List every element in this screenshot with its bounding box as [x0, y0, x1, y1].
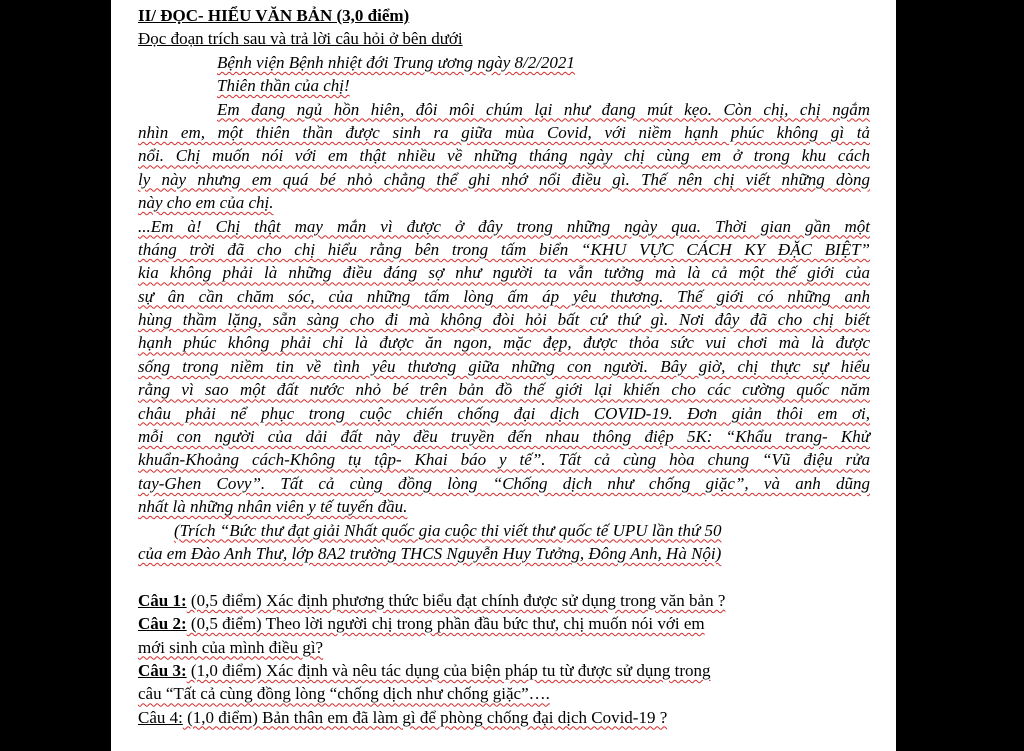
passage-line: ly này nhưng em quá bé nhỏ chẳng thể ghi nhớ nổi điều gì. Thế nên chị viết những dòng [138, 169, 870, 189]
citation-line: (Trích “Bức thư đạt giải Nhất quốc gia cuộc thi viết thư quốc tế UPU lần thứ 50 [174, 520, 722, 540]
passage-line: tay-Ghen Covy”. Tất cả cùng đồng lòng “Chống dịch như chống giặc”, và anh dũng [138, 473, 870, 493]
passage-line: tháng trời đã cho chị hiểu rằng bên trong tấm biển “KHU VỰC CÁCH KY ĐẶC BIỆT” [138, 239, 870, 259]
question-2-text: (0,5 điểm) Theo lời người chị trong phần đầu bức thư, chị muốn nói với em [186, 614, 705, 634]
question-3 [138, 659, 870, 682]
document-page [111, 0, 896, 751]
passage-line: nổi. Chị muốn nói với em thật nhiều về những tháng ngày chị cùng em ở trong khu cách [138, 146, 870, 166]
passage-line: sống trong niềm tin về tình yêu thương giữa những con người. Bây giờ, chị thực sự hiểu [138, 356, 870, 376]
passage-line: nhìn em, một thiên thần được sinh ra giữa mùa Covid, với niềm hạnh phúc không gì tả [138, 122, 870, 142]
passage-line: mỗi con người của dải đất này đều truyền đến nhau thông điệp 5K: “Khẩu trang- Khử [138, 427, 870, 447]
passage-line: rằng vì sao một đất nước nhỏ bé trên bản đồ thế giới lại khiến cho các cường quốc năm [138, 380, 870, 400]
question-2-label: Câu 2: [138, 614, 187, 634]
spacer [138, 565, 870, 588]
section-heading: II/ ĐỌC- HIỂU VĂN BẢN (3,0 điểm) [138, 6, 410, 25]
passage-line: khuẩn-Khoảng cách-Không tụ tập- Khai báo y tế”. Tất cả cùng hòa chung “Vũ điệu rửa [138, 450, 870, 470]
question-4 [138, 706, 870, 729]
question-4-text: (1,0 điểm) Bản thân em đã làm gì để phòng chống đại dịch Covid-19 ? [182, 707, 668, 727]
question-2-continuation: mới sinh của mình điều gì? [138, 637, 324, 657]
question-4-label: Câu 4: [138, 707, 183, 727]
question-3-label: Câu 3: [138, 660, 187, 680]
passage-line: hạnh phúc không phải chỉ là được ăn ngon, mặc đẹp, được thỏa sức vui chơi mà là được [138, 333, 870, 353]
passage-line: ...Em à! Chị thật may mắn vì được ở đây trong những ngày qua. Thời gian gần một [138, 216, 870, 236]
letter-salutation: Thiên thần của chị! [217, 76, 350, 96]
passage-line: hùng thầm lặng, sẵn sàng cho đi mà không đòi hỏi bất cứ thứ gì. Nơi đây đã cho chị biết [138, 310, 870, 330]
question-3-text: (1,0 điểm) Xác định và nêu tác dụng của biện pháp tu từ được sử dụng trong [186, 660, 711, 680]
passage-line: châu phải nể phục trong cuộc chiến chống đại dịch COVID-19. Đơn giản thôi em ơi, [138, 403, 870, 423]
question-2 [138, 612, 870, 635]
passage-line: Em đang ngủ hồn hiên, đôi môi chúm lại như đang mút kẹo. Còn chị, chị ngắm [217, 99, 870, 119]
citation-line: của em Đào Anh Thư, lớp 8A2 trường THCS Nguyễn Huy Tưởng, Đông Anh, Hà Nội) [138, 543, 722, 563]
passage-line: kia không phải là những điều đáng sợ như người ta vẫn tưởng mà là cả một thế giới của [138, 263, 870, 283]
passage-line: nhất là những nhân viên y tế tuyến đầu. [138, 497, 408, 517]
reading-instruction: Đọc đoạn trích sau và trả lời câu hỏi ở bên dưới [138, 29, 463, 49]
passage-line: này cho em của chị. [138, 193, 274, 213]
question-1 [138, 589, 870, 612]
question-1-text: (0,5 điểm) Xác định phương thức biểu đạt chính được sử dụng trong văn bản ? [186, 590, 726, 610]
document-body [138, 4, 870, 729]
question-3-continuation: câu “Tất cả cùng đồng lòng “chống dịch như chống giặc”…. [138, 684, 550, 704]
letter-location-date: Bệnh viện Bệnh nhiệt đới Trung ương ngày 8/2/2021 [217, 52, 575, 72]
passage-line: sự ân cần chăm sóc, của những tấm lòng ấm áp yêu thương. Thế giới có những anh [138, 286, 870, 306]
question-1-label: Câu 1: [138, 590, 187, 610]
